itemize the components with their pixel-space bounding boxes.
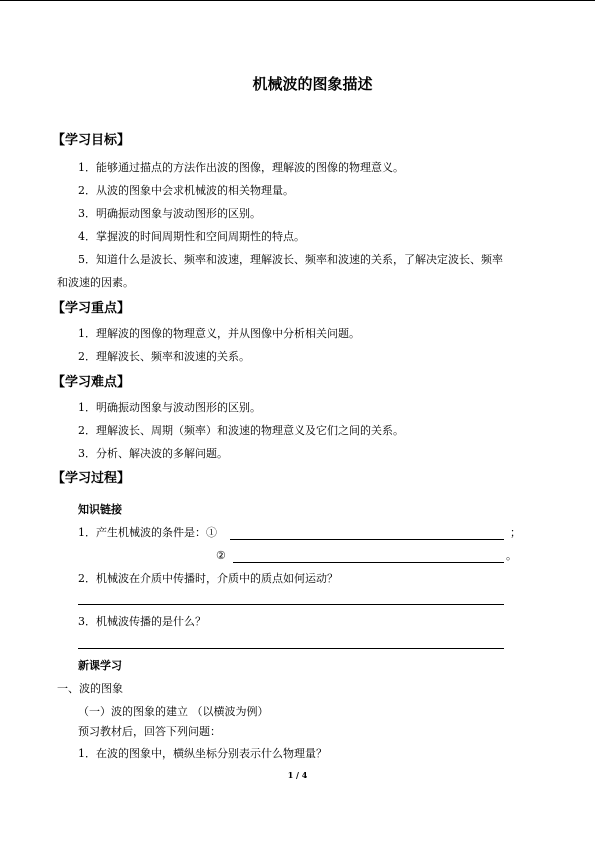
difficulty-item: 1．明确振动图象与波动图形的区别。 — [78, 401, 261, 414]
document-title: 机械波的图象描述 — [252, 75, 373, 93]
key-points-heading: 【学习重点】 — [52, 301, 131, 316]
lesson-subpart-heading: （一）波的图象的建立 （以横波为例） — [78, 705, 269, 718]
blank-1-end-mark: ； — [510, 526, 521, 539]
objective-item-continued: 和波速的因素。 — [57, 276, 134, 289]
answer-blank-1[interactable] — [230, 539, 504, 540]
process-heading: 【学习过程】 — [52, 471, 131, 486]
objective-item: 3．明确振动图象与波动图形的区别。 — [78, 207, 261, 220]
knowledge-question-1: 1．产生机械波的条件是：① — [78, 526, 217, 539]
page-number: 1 / 4 — [287, 770, 308, 780]
objective-item: 5．知道什么是波长、频率和波速，理解波长、频率和波速的关系，了解决定波长、频率 — [78, 253, 503, 266]
knowledge-question-3: 3．机械波传播的是什么？ — [78, 615, 206, 628]
objective-item: 1．能够通过描点的方法作出波的图像，理解波的图像的物理意义。 — [78, 161, 404, 174]
new-lesson-label: 新课学习 — [78, 659, 122, 672]
objective-item: 2．从波的图象中会求机械波的相关物理量。 — [78, 184, 294, 197]
difficulty-item: 3．分析、解决波的多解问题。 — [78, 447, 228, 460]
objective-item: 4．掌握波的时间周期性和空间周期性的特点。 — [78, 230, 305, 243]
blank-2-end-mark: 。 — [506, 549, 517, 562]
lesson-question-1: 1．在波的图象中，横纵坐标分别表示什么物理量？ — [78, 747, 327, 760]
difficulties-heading: 【学习难点】 — [52, 375, 131, 390]
knowledge-question-2: 2．机械波在介质中传播时，介质中的质点如何运动？ — [78, 572, 338, 585]
top-border — [0, 0, 595, 1]
objectives-heading: 【学习目标】 — [52, 133, 131, 148]
key-point-item: 1．理解波的图像的物理意义，并从图像中分析相关问题。 — [78, 327, 360, 340]
knowledge-question-1-part-2: ② — [216, 549, 226, 562]
lesson-instruction: 预习教材后，回答下列问题： — [78, 725, 221, 738]
answer-blank-2[interactable] — [233, 562, 504, 563]
difficulty-item: 2．理解波长、周期（频率）和波速的物理意义及它们之间的关系。 — [78, 424, 404, 437]
answer-line-q3[interactable] — [78, 648, 504, 649]
answer-line-q2[interactable] — [78, 604, 504, 605]
key-point-item: 2．理解波长、频率和波速的关系。 — [78, 350, 250, 363]
lesson-part-heading: 一、波的图象 — [57, 682, 123, 695]
knowledge-link-label: 知识链接 — [78, 503, 122, 516]
